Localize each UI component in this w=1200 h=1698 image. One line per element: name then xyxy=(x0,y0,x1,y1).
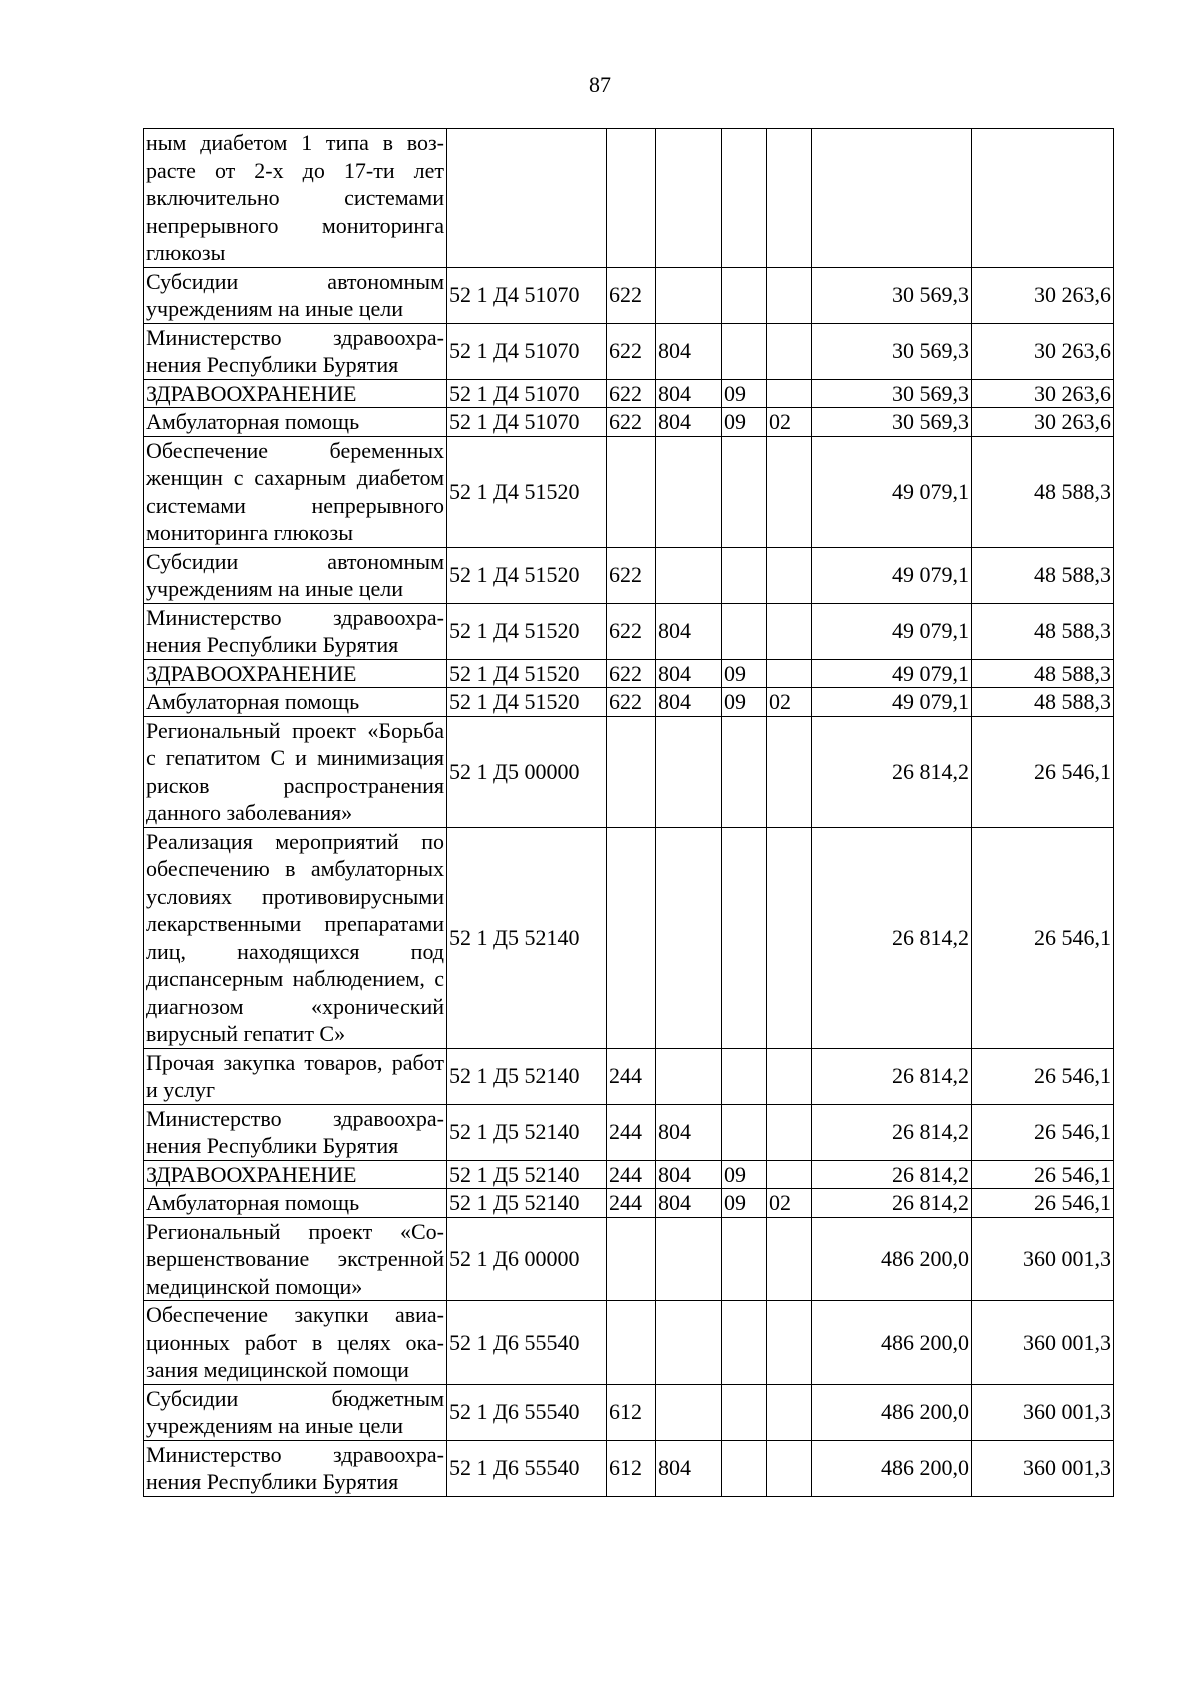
expense-type xyxy=(607,129,656,268)
expense-type: 244 xyxy=(607,1048,656,1104)
target-code: 52 1 Д4 51520 xyxy=(447,436,607,547)
item-name: Обеспечение беременных женщин с сахарным диабетом системами непрерывного мониторинга глюкозы xyxy=(144,436,447,547)
subsection-code xyxy=(767,129,812,268)
ministry-code: 804 xyxy=(656,659,722,688)
expense-type: 622 xyxy=(607,603,656,659)
subsection-code xyxy=(767,436,812,547)
ministry-code: 804 xyxy=(656,379,722,408)
table-row xyxy=(144,827,1114,1048)
expense-type: 244 xyxy=(607,1189,656,1218)
subsection-code: 02 xyxy=(767,408,812,437)
ministry-code: 804 xyxy=(656,408,722,437)
ministry-code xyxy=(656,716,722,827)
amount-year-2: 360 001,3 xyxy=(972,1384,1114,1440)
ministry-code: 804 xyxy=(656,1440,722,1496)
subsection-code xyxy=(767,716,812,827)
amount-year-2: 48 588,3 xyxy=(972,603,1114,659)
section-code xyxy=(722,716,767,827)
table-row xyxy=(144,436,1114,547)
table-row xyxy=(144,379,1114,408)
amount-year-1: 26 814,2 xyxy=(812,1048,972,1104)
table-row xyxy=(144,1384,1114,1440)
section-code xyxy=(722,827,767,1048)
item-name: Прочая закупка товаров, работ и услуг xyxy=(144,1048,447,1104)
ministry-code xyxy=(656,1301,722,1385)
ministry-code xyxy=(656,267,722,323)
item-name: Амбулаторная помощь xyxy=(144,688,447,717)
subsection-code xyxy=(767,379,812,408)
target-code: 52 1 Д4 51070 xyxy=(447,267,607,323)
table-row xyxy=(144,1301,1114,1385)
amount-year-1: 30 569,3 xyxy=(812,379,972,408)
amount-year-1: 26 814,2 xyxy=(812,1189,972,1218)
subsection-code xyxy=(767,827,812,1048)
amount-year-2: 26 546,1 xyxy=(972,1048,1114,1104)
subsection-code xyxy=(767,1048,812,1104)
section-code: 09 xyxy=(722,1160,767,1189)
target-code: 52 1 Д5 52140 xyxy=(447,827,607,1048)
expense-type xyxy=(607,716,656,827)
item-name: ЗДРАВООХРАНЕНИЕ xyxy=(144,1160,447,1189)
table-row xyxy=(144,1217,1114,1301)
ministry-code xyxy=(656,1048,722,1104)
item-name: Региональный проект «Совершенствование экстренной медицинской помощи» xyxy=(144,1217,447,1301)
amount-year-1: 49 079,1 xyxy=(812,659,972,688)
item-name: Министерство здравоохранения Республики Бурятия xyxy=(144,1104,447,1160)
section-code xyxy=(722,323,767,379)
table-row xyxy=(144,408,1114,437)
target-code: 52 1 Д4 51520 xyxy=(447,659,607,688)
section-code xyxy=(722,1217,767,1301)
amount-year-1: 26 814,2 xyxy=(812,1160,972,1189)
amount-year-1: 49 079,1 xyxy=(812,436,972,547)
table-row xyxy=(144,1189,1114,1218)
subsection-code xyxy=(767,1440,812,1496)
amount-year-2: 30 263,6 xyxy=(972,408,1114,437)
table-row xyxy=(144,1160,1114,1189)
item-name: Субсидии бюджетным учреждениям на иные цели xyxy=(144,1384,447,1440)
amount-year-2: 26 546,1 xyxy=(972,1160,1114,1189)
amount-year-1: 30 569,3 xyxy=(812,408,972,437)
target-code: 52 1 Д5 52140 xyxy=(447,1189,607,1218)
subsection-code xyxy=(767,659,812,688)
item-name: ЗДРАВООХРАНЕНИЕ xyxy=(144,379,447,408)
expense-type: 622 xyxy=(607,688,656,717)
table-row xyxy=(144,659,1114,688)
amount-year-1: 30 569,3 xyxy=(812,267,972,323)
item-name: Региональный проект «Борьба с гепатитом С и минимизация рисков распространения данного заболевания» xyxy=(144,716,447,827)
ministry-code xyxy=(656,827,722,1048)
section-code xyxy=(722,547,767,603)
target-code: 52 1 Д5 00000 xyxy=(447,716,607,827)
ministry-code: 804 xyxy=(656,1160,722,1189)
expense-type: 622 xyxy=(607,379,656,408)
table-row xyxy=(144,688,1114,717)
expense-type xyxy=(607,827,656,1048)
target-code: 52 1 Д4 51520 xyxy=(447,547,607,603)
subsection-code xyxy=(767,267,812,323)
target-code xyxy=(447,129,607,268)
subsection-code xyxy=(767,1160,812,1189)
expense-type: 622 xyxy=(607,659,656,688)
item-name: ным диабетом 1 типа в возрасте от 2-х до 17-ти лет включительно системами непрерывного мониторинга глюкозы xyxy=(144,129,447,268)
section-code xyxy=(722,436,767,547)
amount-year-2: 48 588,3 xyxy=(972,688,1114,717)
ministry-code: 804 xyxy=(656,603,722,659)
amount-year-2: 48 588,3 xyxy=(972,436,1114,547)
target-code: 52 1 Д4 51520 xyxy=(447,688,607,717)
amount-year-2: 26 546,1 xyxy=(972,827,1114,1048)
table-row xyxy=(144,129,1114,268)
amount-year-2: 360 001,3 xyxy=(972,1440,1114,1496)
table-row xyxy=(144,1048,1114,1104)
expense-type: 622 xyxy=(607,323,656,379)
expense-type: 622 xyxy=(607,408,656,437)
subsection-code xyxy=(767,1301,812,1385)
item-name: Министерство здравоохранения Республики Бурятия xyxy=(144,1440,447,1496)
target-code: 52 1 Д4 51070 xyxy=(447,408,607,437)
item-name: Субсидии автономным учреждениям на иные цели xyxy=(144,547,447,603)
item-name: Обеспечение закупки авиационных работ в целях оказания медицинской помощи xyxy=(144,1301,447,1385)
subsection-code xyxy=(767,323,812,379)
expense-type: 244 xyxy=(607,1160,656,1189)
amount-year-1: 26 814,2 xyxy=(812,827,972,1048)
amount-year-2: 26 546,1 xyxy=(972,1189,1114,1218)
table-row xyxy=(144,716,1114,827)
target-code: 52 1 Д4 51070 xyxy=(447,323,607,379)
section-code: 09 xyxy=(722,659,767,688)
section-code xyxy=(722,603,767,659)
amount-year-1: 30 569,3 xyxy=(812,323,972,379)
target-code: 52 1 Д5 52140 xyxy=(447,1160,607,1189)
expense-type xyxy=(607,1301,656,1385)
amount-year-1: 486 200,0 xyxy=(812,1440,972,1496)
section-code: 09 xyxy=(722,1189,767,1218)
amount-year-2: 30 263,6 xyxy=(972,267,1114,323)
amount-year-2: 30 263,6 xyxy=(972,323,1114,379)
ministry-code xyxy=(656,1384,722,1440)
page-number: 87 xyxy=(589,72,611,97)
expense-type: 612 xyxy=(607,1440,656,1496)
amount-year-2: 360 001,3 xyxy=(972,1217,1114,1301)
amount-year-1 xyxy=(812,129,972,268)
table-row xyxy=(144,267,1114,323)
subsection-code xyxy=(767,1217,812,1301)
expense-type xyxy=(607,436,656,547)
expense-type: 622 xyxy=(607,267,656,323)
subsection-code: 02 xyxy=(767,688,812,717)
section-code: 09 xyxy=(722,688,767,717)
subsection-code xyxy=(767,1104,812,1160)
section-code xyxy=(722,1048,767,1104)
item-name: Субсидии автономным учреждениям на иные цели xyxy=(144,267,447,323)
item-name: ЗДРАВООХРАНЕНИЕ xyxy=(144,659,447,688)
item-name: Министерство здравоохранения Республики Бурятия xyxy=(144,323,447,379)
section-code xyxy=(722,1104,767,1160)
expense-type xyxy=(607,1217,656,1301)
item-name: Амбулаторная помощь xyxy=(144,408,447,437)
amount-year-1: 26 814,2 xyxy=(812,1104,972,1160)
subsection-code xyxy=(767,547,812,603)
section-code xyxy=(722,267,767,323)
amount-year-1: 486 200,0 xyxy=(812,1217,972,1301)
target-code: 52 1 Д4 51520 xyxy=(447,603,607,659)
amount-year-1: 486 200,0 xyxy=(812,1301,972,1385)
subsection-code: 02 xyxy=(767,1189,812,1218)
amount-year-2: 48 588,3 xyxy=(972,659,1114,688)
section-code xyxy=(722,1301,767,1385)
table-row xyxy=(144,1104,1114,1160)
ministry-code xyxy=(656,129,722,268)
target-code: 52 1 Д6 55540 xyxy=(447,1440,607,1496)
amount-year-1: 26 814,2 xyxy=(812,716,972,827)
amount-year-2 xyxy=(972,129,1114,268)
target-code: 52 1 Д6 00000 xyxy=(447,1217,607,1301)
ministry-code xyxy=(656,1217,722,1301)
section-code: 09 xyxy=(722,408,767,437)
amount-year-2: 48 588,3 xyxy=(972,547,1114,603)
target-code: 52 1 Д6 55540 xyxy=(447,1301,607,1385)
target-code: 52 1 Д4 51070 xyxy=(447,379,607,408)
amount-year-1: 486 200,0 xyxy=(812,1384,972,1440)
amount-year-1: 49 079,1 xyxy=(812,547,972,603)
ministry-code: 804 xyxy=(656,323,722,379)
amount-year-2: 360 001,3 xyxy=(972,1301,1114,1385)
target-code: 52 1 Д5 52140 xyxy=(447,1048,607,1104)
amount-year-2: 26 546,1 xyxy=(972,1104,1114,1160)
ministry-code: 804 xyxy=(656,688,722,717)
ministry-code: 804 xyxy=(656,1104,722,1160)
subsection-code xyxy=(767,1384,812,1440)
section-code: 09 xyxy=(722,379,767,408)
ministry-code xyxy=(656,436,722,547)
budget-table xyxy=(143,128,1114,1497)
expense-type: 622 xyxy=(607,547,656,603)
section-code xyxy=(722,1384,767,1440)
target-code: 52 1 Д6 55540 xyxy=(447,1384,607,1440)
item-name: Реализация мероприятий по обеспечению в амбулаторных условиях противовирусными лекарственными препаратами лиц, находящихся под диспансерным наблюдением, с диагнозом «хронический вирусный гепатит С» xyxy=(144,827,447,1048)
amount-year-1: 49 079,1 xyxy=(812,688,972,717)
amount-year-1: 49 079,1 xyxy=(812,603,972,659)
item-name: Амбулаторная помощь xyxy=(144,1189,447,1218)
table-row xyxy=(144,323,1114,379)
ministry-code xyxy=(656,547,722,603)
section-code xyxy=(722,129,767,268)
table-row xyxy=(144,1440,1114,1496)
ministry-code: 804 xyxy=(656,1189,722,1218)
table-row xyxy=(144,603,1114,659)
expense-type: 612 xyxy=(607,1384,656,1440)
expense-type: 244 xyxy=(607,1104,656,1160)
amount-year-2: 30 263,6 xyxy=(972,379,1114,408)
table-row xyxy=(144,547,1114,603)
amount-year-2: 26 546,1 xyxy=(972,716,1114,827)
item-name: Министерство здравоохранения Республики Бурятия xyxy=(144,603,447,659)
section-code xyxy=(722,1440,767,1496)
target-code: 52 1 Д5 52140 xyxy=(447,1104,607,1160)
subsection-code xyxy=(767,603,812,659)
